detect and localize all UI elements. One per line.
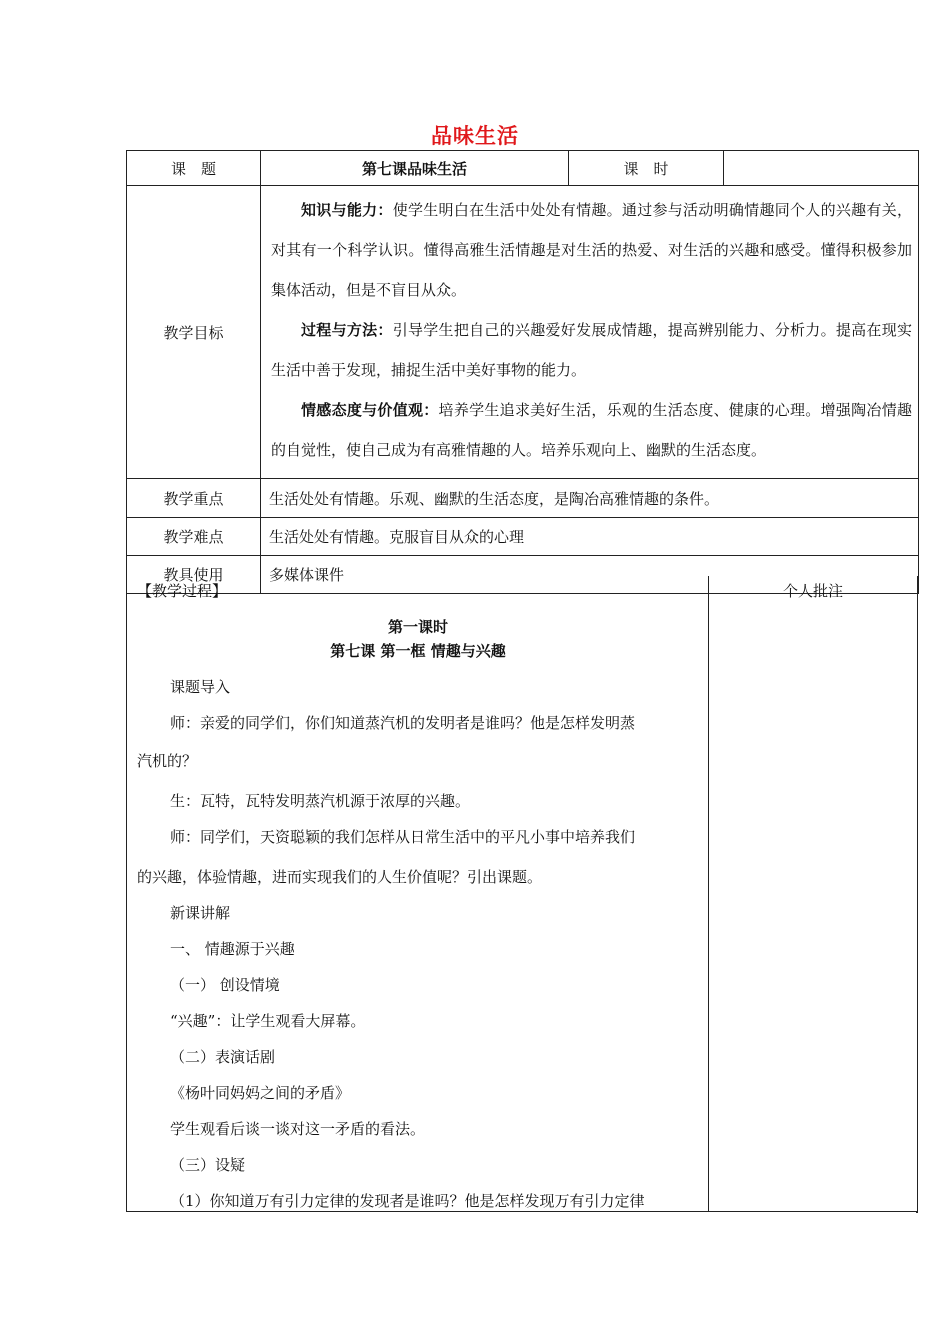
process-line: 《杨叶同妈妈之间的矛盾》 — [170, 1084, 351, 1102]
process-line: 课题导入 — [170, 678, 231, 696]
goal-knowledge — [271, 190, 912, 310]
goal-attitude — [271, 390, 912, 470]
process-line: 师：亲爱的同学们，你们知道蒸汽机的发明者是谁吗？他是怎样发明蒸 — [170, 714, 636, 732]
goal-heading: 知识与能力： — [301, 201, 393, 219]
process-line: 学生观看后谈一谈对这一矛盾的看法。 — [170, 1120, 426, 1138]
goal-text: 培养学生追求美好生活，乐观的生活态度、健康的心理。增强陶冶情趣的自觉性，使自己成为有高雅情趣的人。培养乐观向上、幽默的生活态度。 — [271, 401, 912, 459]
process-line: 新课讲解 — [170, 904, 231, 922]
page-title: 品味生活 — [431, 123, 519, 148]
tools-label: 教具使用 — [127, 556, 261, 594]
section-heading: 第七课 第一框 情趣与兴趣 — [330, 642, 506, 660]
topic-value: 第七课品味生活 — [261, 151, 569, 186]
process-line: （二）表演话剧 — [170, 1048, 276, 1066]
goal-heading: 过程与方法： — [301, 321, 393, 339]
period-label: 课 时 — [569, 151, 724, 186]
goals-label: 教学目标 — [127, 186, 261, 479]
process-line: 生：瓦特，瓦特发明蒸汽机源于浓厚的兴趣。 — [170, 792, 471, 810]
topic-row — [127, 151, 919, 186]
key-points-row — [127, 479, 919, 518]
process-label: 【教学过程】 — [137, 582, 228, 600]
process-line: 汽机的？ — [137, 752, 198, 770]
difficulties-label: 教学难点 — [127, 518, 261, 556]
difficulties-value: 生活处处有情趣。克服盲目从众的心理 — [261, 518, 919, 556]
lesson-heading: 第一课时 — [387, 618, 448, 636]
process-line: （1）你知道万有引力定律的发现者是谁吗？他是怎样发现万有引力定律 — [170, 1192, 645, 1210]
goal-text: 引导学生把自己的兴趣爱好发展成情趣，提高辨别能力、分析力。提高在现实生活中善于发现，捕捉生活中美好事物的能力。 — [271, 321, 912, 379]
topic-label: 课 题 — [127, 151, 261, 186]
notes-label: 个人批注 — [782, 582, 843, 600]
tools-value: 多媒体课件 — [261, 556, 919, 594]
goals-content — [261, 186, 919, 479]
table-corner-mark — [916, 1211, 918, 1213]
process-line: 师：同学们，天资聪颖的我们怎样从日常生活中的平凡小事中培养我们 — [170, 828, 636, 846]
lesson-plan-table — [126, 150, 919, 594]
difficulties-row — [127, 518, 919, 556]
period-value — [724, 151, 919, 186]
teaching-process-section — [126, 576, 918, 1212]
process-line: 一、 情趣源于兴趣 — [170, 940, 295, 958]
process-line: （三）设疑 — [170, 1156, 246, 1174]
goals-row — [127, 186, 919, 479]
key-points-value: 生活处处有情趣。乐观、幽默的生活态度，是陶冶高雅情趣的条件。 — [261, 479, 919, 518]
personal-notes-column — [709, 576, 917, 1211]
key-points-label: 教学重点 — [127, 479, 261, 518]
goal-heading: 情感态度与价值观： — [301, 401, 439, 419]
process-line: 的兴趣，体验情趣，进而实现我们的人生价值呢？引出课题。 — [137, 868, 543, 886]
process-content — [127, 576, 709, 1211]
goal-process — [271, 310, 912, 390]
process-line: “兴趣”：让学生观看大屏幕。 — [170, 1012, 366, 1030]
process-line: （一） 创设情境 — [170, 976, 280, 994]
goal-text: 使学生明白在生活中处处有情趣。通过参与活动明确情趣同个人的兴趣有关，对其有一个科学认识。懂得高雅生活情趣是对生活的热爱、对生活的兴趣和感受。懂得积极参加集体活动，但是不盲目从众。 — [271, 201, 912, 299]
